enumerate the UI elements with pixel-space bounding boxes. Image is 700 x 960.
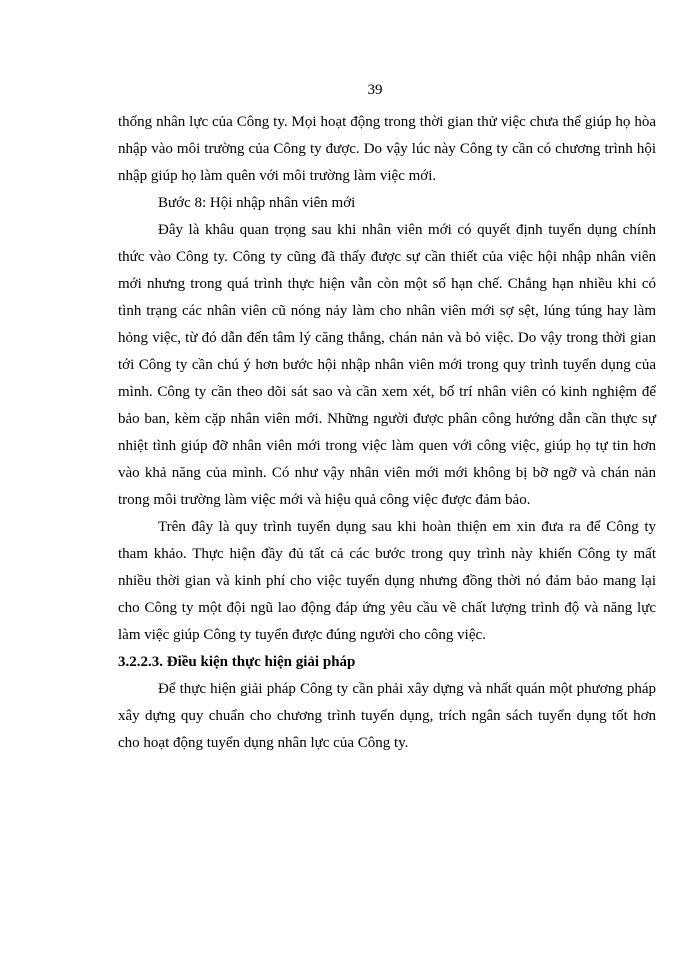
page-number: 39	[367, 82, 383, 98]
paragraph-continuation: thống nhân lực của Công ty. Mọi hoạt động trong thời gian thử việc chưa thể giúp họ hòa nhập vào môi trường của Công ty được. Do vậy lúc này Công ty cần có chương trình hội nhập giúp họ làm quên với môi trường làm việc mới.	[118, 114, 656, 184]
step-8-title: Bước 8: Hội nhập nhân viên mới	[158, 195, 356, 211]
section-heading: 3.2.2.3. Điều kiện thực hiện giải pháp	[118, 654, 356, 670]
document-body	[118, 109, 656, 757]
paragraph-conditions: Để thực hiện giải pháp Công ty cần phải xây dựng và nhất quán một phương pháp xây dựng quy chuẩn cho chương trình tuyển dụng, trích ngân sách tuyển dụng tốt hơn cho hoạt động tuyển dụng nhân lực của Công ty.	[118, 681, 656, 751]
paragraph-summary: Trên đây là quy trình tuyển dụng sau khi hoàn thiện em xin đưa ra để Công ty tham khảo. Thực hiện đầy đủ tất cả các bước trong quy trình này khiến Công ty mất nhiều thời gian và kinh phí cho việc tuyển dụng nhưng đồng thời nó đảm bảo mang lại cho Công ty một đội ngũ lao động đáp ứng yêu cầu về chất lượng trình độ và năng lực làm việc giúp Công ty tuyển được đúng người cho công việc.	[118, 519, 656, 643]
paragraph-onboarding: Đây là khâu quan trọng sau khi nhân viên mới có quyết định tuyển dụng chính thức vào Công ty. Công ty cũng đã thấy được sự cần thiết của việc hội nhập nhân viên mới nhưng trong quá trình thực hiện vẫn còn một số hạn chế. Chẳng hạn nhiều khi có tình trạng các nhân viên cũ nóng nảy làm cho nhân viên mới sợ sệt, lúng túng hay làm hỏng việc, từ đó dẫn đến tâm lý căng thẳng, chán nản và bỏ việc. Do vậy trong thời gian tới Công ty cần chú ý hơn bước hội nhập nhân viên mới trong quy trình tuyển dụng của mình. Công ty cần theo dõi sát sao và cần xem xét, bố trí nhân viên có kinh nghiệm để bảo ban, kèm cặp nhân viên mới. Những người được phân công hướng dẫn cần thực sự nhiệt tình giúp đỡ nhân viên mới trong việc làm quen với công việc, giúp họ tự tin hơn vào khả năng của mình. Có như vậy nhân viên mới mới không bị bỡ ngỡ và chán nản trong môi trường làm việc mới và hiệu quả công việc được đảm bảo.	[118, 222, 656, 508]
